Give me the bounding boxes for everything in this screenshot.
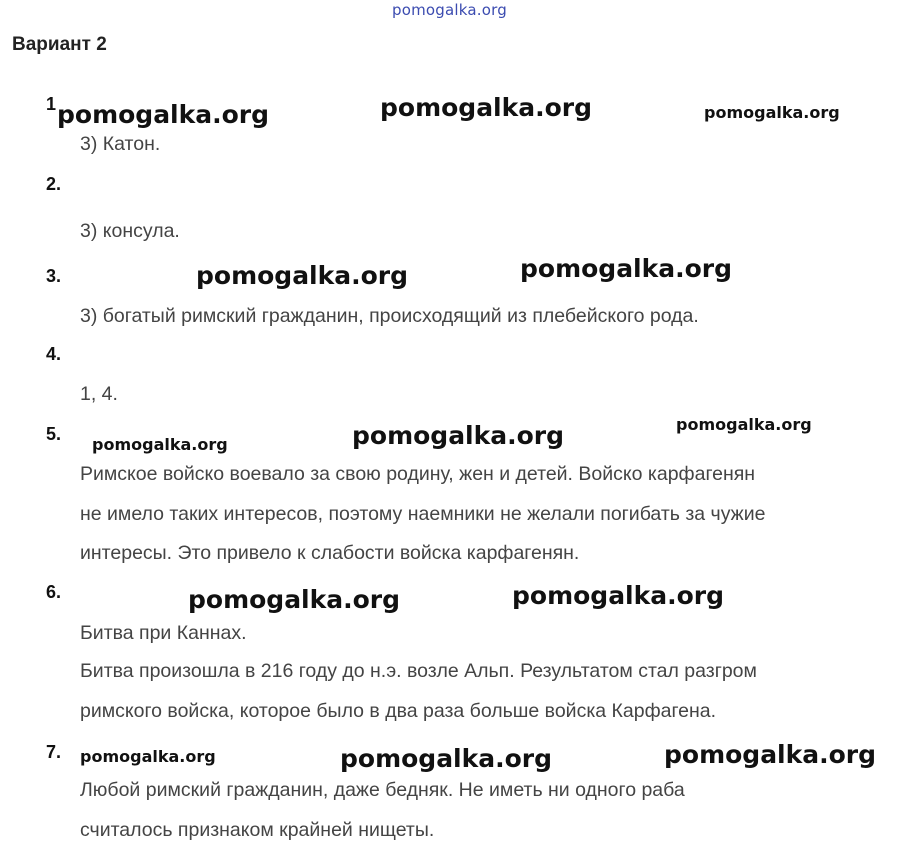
- question-number-5: 5.: [46, 424, 62, 444]
- watermark: pomogalka.org: [352, 421, 565, 450]
- answer-4-line-1: 1, 4.: [80, 383, 118, 405]
- site-link[interactable]: pomogalka.org: [392, 1, 507, 19]
- watermark: pomogalka.org: [92, 435, 228, 454]
- answer-2-line-1: 3) консула.: [80, 220, 180, 242]
- answer-6-line-1: Битва при Каннах.: [80, 622, 247, 644]
- watermark: pomogalka.org: [512, 581, 725, 610]
- question-number-7: 7.: [46, 742, 62, 762]
- watermark: pomogalka.org: [340, 744, 553, 773]
- page-title: Вариант 2: [12, 34, 107, 55]
- watermark: pomogalka.org: [704, 103, 840, 122]
- question-number-2: 2.: [46, 174, 62, 194]
- watermark: pomogalka.org: [80, 747, 216, 766]
- answer-7-line-1: Любой римский гражданин, даже бедняк. Не иметь ни одного раба: [80, 779, 685, 801]
- watermark: pomogalka.org: [188, 585, 401, 614]
- watermark: pomogalka.org: [380, 93, 593, 122]
- question-number-6: 6.: [46, 582, 62, 602]
- question-number-1: 1: [46, 94, 57, 114]
- watermark: pomogalka.org: [57, 100, 270, 129]
- watermark: pomogalka.org: [664, 740, 877, 769]
- answer-5-line-3: интересы. Это привело к слабости войска карфагенян.: [80, 542, 580, 564]
- answer-3-line-1: 3) богатый римский гражданин, происходящий из плебейского рода.: [80, 305, 699, 327]
- answer-7-line-2: считалось признаком крайней нищеты.: [80, 819, 435, 841]
- answer-6-line-3: римского войска, которое было в два раза больше войска Карфагена.: [80, 700, 717, 722]
- question-number-3: 3.: [46, 266, 62, 286]
- answer-6-line-2: Битва произошла в 216 году до н.э. возле Альп. Результатом стал разгром: [80, 660, 757, 682]
- question-number-4: 4.: [46, 344, 62, 364]
- answer-5-line-1: Римское войско воевало за свою родину, жен и детей. Войско карфагенян: [80, 463, 756, 485]
- answer-1-line-1: 3) Катон.: [80, 133, 161, 155]
- watermark: pomogalka.org: [196, 261, 409, 290]
- watermark: pomogalka.org: [676, 415, 812, 434]
- watermark: pomogalka.org: [520, 254, 733, 283]
- answer-5-line-2: не имело таких интересов, поэтому наемники не желали погибать за чужие: [80, 503, 766, 525]
